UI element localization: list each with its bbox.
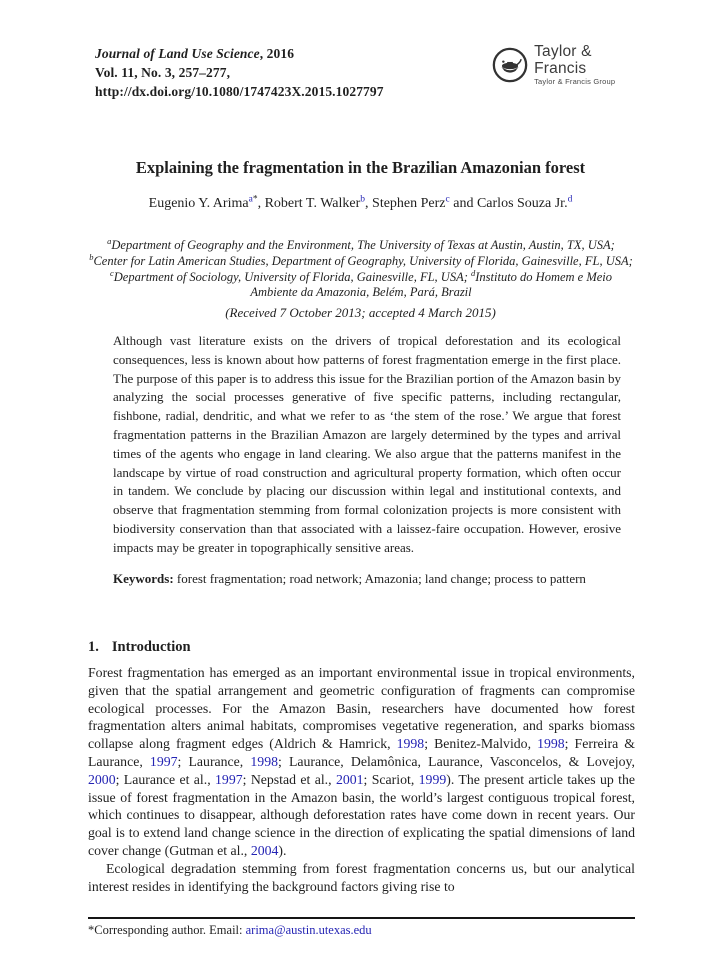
volume-info: Vol. 11, No. 3, 257–277, — [95, 65, 231, 80]
text-segment: ; Laurance, — [177, 753, 251, 769]
citation-year-link[interactable]: 1998 — [250, 753, 278, 769]
journal-info — [95, 44, 491, 101]
text-segment: ; Ferreira & Laurance, — [88, 736, 635, 769]
text-segment: , Robert T. Walker — [257, 196, 361, 211]
intro-paragraph-1 — [88, 664, 635, 860]
text-segment: ; Benitez-Malvido, — [424, 736, 538, 752]
citation-year-link[interactable]: 1998 — [396, 736, 425, 752]
citation-year-link[interactable]: 1997 — [215, 771, 243, 787]
section-title: Introduction — [111, 639, 191, 655]
affiliation-ref-b[interactable]: b — [360, 194, 366, 205]
footnote-area — [88, 917, 635, 938]
text-segment: ; Nepstad et al., — [242, 771, 336, 787]
text-segment: ). — [278, 842, 287, 858]
authors-line — [0, 196, 721, 212]
logo-wordmark: Taylor & Francis — [534, 43, 592, 77]
text-segment: b — [89, 251, 94, 262]
citation-year-link[interactable]: 2001 — [335, 771, 364, 787]
text-segment: a — [107, 238, 112, 246]
received-line: (Received 7 October 2013; accepted 4 March 2015) — [225, 305, 496, 320]
section-number: 1. — [88, 639, 99, 655]
section-heading — [88, 639, 191, 656]
text-segment: Instituto do Homem e Meio Ambiente da Amazonia, Belém, Pará, Brazil — [250, 269, 613, 300]
text-segment: and Carlos Souza Jr. — [449, 196, 568, 211]
logo-wordmark-group — [534, 43, 637, 86]
text-segment: ; Laurance, Delamônica, Laurance, Vasconcelos, & Lovejoy, — [278, 753, 635, 769]
text-segment: Center for Latin American Studies, Department of Geography, University of Florida, Gainesville, FL, USA; — [93, 253, 633, 268]
taylor-francis-lamp-icon — [491, 46, 529, 84]
intro-paragraph-2 — [88, 860, 635, 896]
keywords-line — [113, 570, 621, 589]
taylor-francis-logo — [491, 43, 637, 86]
email-link[interactable]: arima@austin.utexas.edu — [245, 923, 372, 937]
citation-year-link[interactable]: 2004 — [250, 842, 279, 858]
affiliation-ref-a[interactable]: a — [248, 194, 253, 205]
text-segment: c — [109, 267, 114, 278]
citation-year-link[interactable]: 1998 — [537, 736, 565, 752]
text-segment: *Corresponding author. Email: — [88, 923, 246, 937]
abstract-text: Although vast literature exists on the drivers of tropical deforestation and its ecological consequences, less is known about how patterns of forest fragmentation emerge in the first place. The purpose of this paper is to address this issue for the Brazilian portion of the Amazon basin by analyzing the social processes generative of five specific patterns, including rectangular, fishbone, radial, dendritic, and what we refer to as ‘the stem of the rose.’ We argue that forest fragmentation patterns in the Brazilian Amazon are largely determined by the types and arrival times of the agents who engage in land clearing. We also argue that the patterns manifest in the landscape by virtue of road construction and agricultural property formation, which often occur in tandem. We conclude by placing our discussion within legal and institutional contexts, and observe that fragmentation stemming from formal colonization projects is more consistent with biodiversity conservation than that associated with a laissez-faire occupation. However, erosive impacts may be greater in topographically sensitive areas. — [113, 333, 621, 555]
text-segment: Forest fragmentation has emerged as an important environmental issue in tropical environments, given that the spatial arrangement and geometric configuration of fragments can compromise ecological processes. For the Amazon Basin, researchers have documented how forest fragmentation alters animal habitats, compromises vegetative regeneration, and sparks biomass collapse along fragment edges (Aldrich & Hamrick, — [88, 665, 635, 752]
affiliation-ref-d[interactable]: d — [567, 194, 573, 205]
text-segment: Department of Sociology, University of Florida, Gainesville, FL, USA; — [113, 269, 471, 284]
journal-name: Journal of Land Use Science — [95, 46, 260, 61]
introduction-body — [88, 664, 635, 914]
logo-group-label: Taylor & Francis Group — [534, 77, 616, 86]
text-segment: ; Laurance et al., — [115, 771, 216, 787]
abstract-section — [113, 332, 621, 632]
text-segment: * — [252, 194, 258, 205]
keywords-label: Keywords: — [113, 570, 174, 586]
text-segment: ). The present article takes up the issue of forest fragmentation in the Amazon basin, the world’s largest contiguous tropical forest, which continues to disappear, although deforestation rates have come down in recent years. Our goal is to extend land change science in the direction of explicating the spatial dimensions of land cover change (Gutman et al., — [88, 771, 635, 858]
journal-header — [95, 44, 637, 101]
text-segment: ; Scariot, — [363, 771, 419, 787]
citation-year-link[interactable]: 1999 — [418, 771, 447, 787]
text-segment: , Stephen Perz — [365, 196, 446, 211]
article-title: Explaining the fragmentation in the Brazilian Amazonian forest — [135, 158, 586, 177]
text-segment: Ecological degradation stemming from forest fragmentation concerns us, but our analytical interest resides in identifying the background factors giving rise to — [88, 860, 635, 894]
citation-year-link[interactable]: 2000 — [88, 771, 116, 787]
journal-title-line — [95, 44, 491, 63]
affiliations — [88, 238, 634, 304]
citation-year-link[interactable]: 1997 — [149, 753, 178, 769]
corresponding-author-note — [88, 923, 635, 938]
text-segment: Eugenio Y. Arima — [148, 196, 249, 211]
affiliation-ref-c[interactable]: c — [445, 194, 450, 205]
volume-doi-line — [95, 63, 491, 101]
text-segment: d — [471, 267, 476, 278]
journal-year: , 2016 — [259, 46, 295, 61]
footnote-rule — [88, 917, 635, 919]
text-segment: Department of Geography and the Environment, The University of Texas at Austin, Austin, TX, USA; — [111, 238, 615, 252]
keywords-text: forest fragmentation; road network; Amazonia; land change; process to pattern — [173, 570, 586, 586]
doi-link[interactable]: http://dx.doi.org/10.1080/1747423X.2015.1027797 — [95, 84, 384, 99]
